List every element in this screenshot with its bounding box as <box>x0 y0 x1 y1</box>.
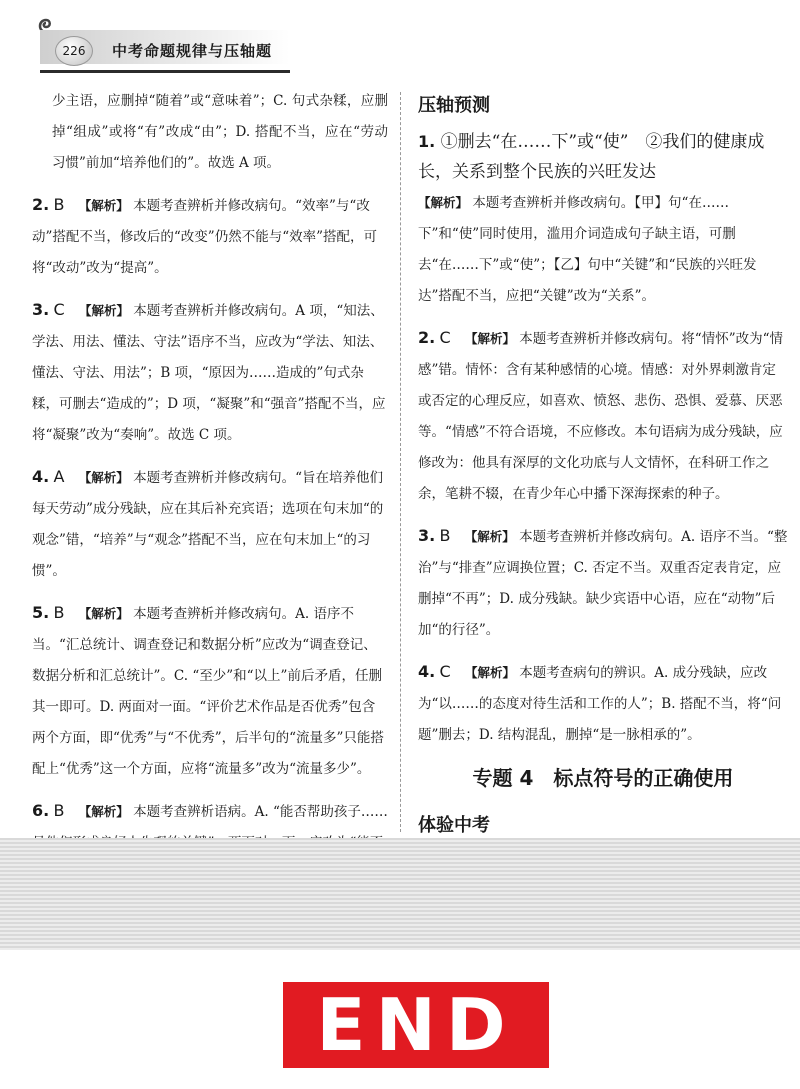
column-divider <box>400 92 401 832</box>
answer-text: 本题考查辨析语病。A. “能否帮助孩子…… <box>133 804 388 820</box>
answer-text: 本题考查辨析并修改病句。“效率”与“改动”搭配不当，修改后的“改变”仍然不能与“效率”搭配，可将“改动”改为“提高”。 <box>32 198 378 276</box>
answer-text: 本题考查辨析并修改病句。A 项，“知法、学法、用法、懂法、守法”语序不当，应改为“学法、知法、懂法、守法、用法”；B 项，“原因为……造成的”句式杂糅，可删去“造成的”；D 项，“凝聚”和“强音”搭配不当，应将“凝聚”改为“奏响”。故选 C 项。 <box>32 303 386 443</box>
section-heading: 体验中考 <box>418 815 490 836</box>
analysis-tag: 【解析】 <box>464 529 515 544</box>
footer-stripe-band <box>0 838 800 950</box>
answer-choice: C <box>439 328 451 347</box>
analysis-tag: 【解析】 <box>78 198 129 213</box>
answer-text: 本题考查辨析并修改病句。【甲】句“在……下”和“使”同时使用，滥用介词造成句子缺主语，可删去“在……下”或“使”；【乙】句中“关键”和“民族的兴旺发达”搭配不当，应把“关键”改为“关系”。 <box>418 195 757 304</box>
left-column <box>32 86 388 931</box>
answer-choice: A <box>53 467 65 486</box>
answer-item <box>418 127 788 312</box>
item-number: 3. <box>418 526 436 545</box>
item-number: 4. <box>418 662 436 681</box>
answer-item <box>32 189 388 284</box>
item-number: 2. <box>418 328 436 347</box>
answer-choice: ①删去“在……下”或“使” ②我们的健康成长，关系到整个民族的兴旺发达 <box>418 132 765 182</box>
answer-text: 本题考查辨析并修改病句。“旨在培养他们每天劳动”成分残缺，应在其后补充宾语；选项在句末加“的观念”错，“培养”与“观念”搭配不当，应在句末加上“的习惯”。 <box>32 470 384 579</box>
answer-choice: C <box>439 662 451 681</box>
answer-text: 本题考查病句的辨识。A. 成分残缺，应改为“以……的态度对待生活和工作的人”；B. 搭配不当，将“问题”删去；D. 结构混乱，删掉“是一脉相承的”。 <box>418 665 782 743</box>
answer-item <box>418 322 788 510</box>
answer-text: 少主语，应删掉“随着”或“意味着”；C. 句式杂糅，应删掉“组成”或将“有”改成“由”；D. 搭配不当，应在“劳动习惯”前加“培养他们的”。故选 A 项。 <box>52 93 388 171</box>
answer-item <box>418 656 788 751</box>
item-number: 1. <box>418 132 436 151</box>
book-title: 中考命题规律与压轴题 <box>112 42 273 60</box>
analysis-tag: 【解析】 <box>78 804 129 819</box>
answer-text: 本题考查辨析并修改病句。将“情怀”改为“情感”错。情怀：含有某种感情的心境。情感：对外界刺激肯定或否定的心理反应，如喜欢、愤怒、悲伤、恐惧、爱慕、厌恶等。“情感”不符合语境，不应修改。本句语病为成分残缺，应修改为：他具有深厚的文化功底与人文情怀，在科研工作之余，笔耕不辍，在青少年心中播下深海探索的种子。 <box>418 331 784 502</box>
answer-text: 本题考查辨析并修改病句。A. 语序不当。“整治”与“排查”应调换位置；C. 否定不当。双重否定表肯定，应删掉“不再”；D. 成分残缺。缺少宾语中心语，应在“动物”后加“的行径”。 <box>418 529 788 638</box>
analysis-tag: 【解析】 <box>418 195 469 210</box>
item-number: 3. <box>32 300 50 319</box>
answer-item <box>32 597 388 785</box>
item-number: 6. <box>32 801 50 820</box>
item-number: 4. <box>32 467 50 486</box>
page-header <box>0 0 800 80</box>
page-number: 226 <box>55 36 93 66</box>
item-number: 5. <box>32 603 50 622</box>
right-column <box>418 86 788 952</box>
analysis-tag: 【解析】 <box>464 331 515 346</box>
analysis-tag: 【解析】 <box>464 665 515 680</box>
answer-item <box>32 461 388 587</box>
answer-item <box>32 294 388 451</box>
answer-item <box>418 520 788 646</box>
answer-choice: C <box>53 300 65 319</box>
answer-choice: B <box>53 195 65 214</box>
header-rule <box>40 70 290 73</box>
analysis-tag: 【解析】 <box>78 303 129 318</box>
analysis-tag: 【解析】 <box>78 606 129 621</box>
answer-choice: B <box>439 526 451 545</box>
answer-item <box>32 86 388 179</box>
section-heading: 压轴预测 <box>418 95 490 116</box>
topic-heading: 专题 4 标点符号的正确使用 <box>472 766 734 790</box>
answer-choice: B <box>53 801 65 820</box>
end-banner: END <box>283 982 549 1068</box>
answer-text: 本题考查辨析并修改病句。A. 语序不当。“汇总统计、调查登记和数据分析”应改为“调查登记、数据分析和汇总统计”。C. “至少”和“以上”前后矛盾，任删其一即可。D. 两面对一面。“评价艺术作品是否优秀”包含两个方面，即“优秀”与“不优秀”，后半句的“流量多”只能搭配上“优秀”这一个方面，应将“流量多”改为“流量多少”。 <box>32 606 384 777</box>
analysis-tag: 【解析】 <box>78 470 129 485</box>
item-number: 2. <box>32 195 50 214</box>
answer-choice: B <box>53 603 65 622</box>
